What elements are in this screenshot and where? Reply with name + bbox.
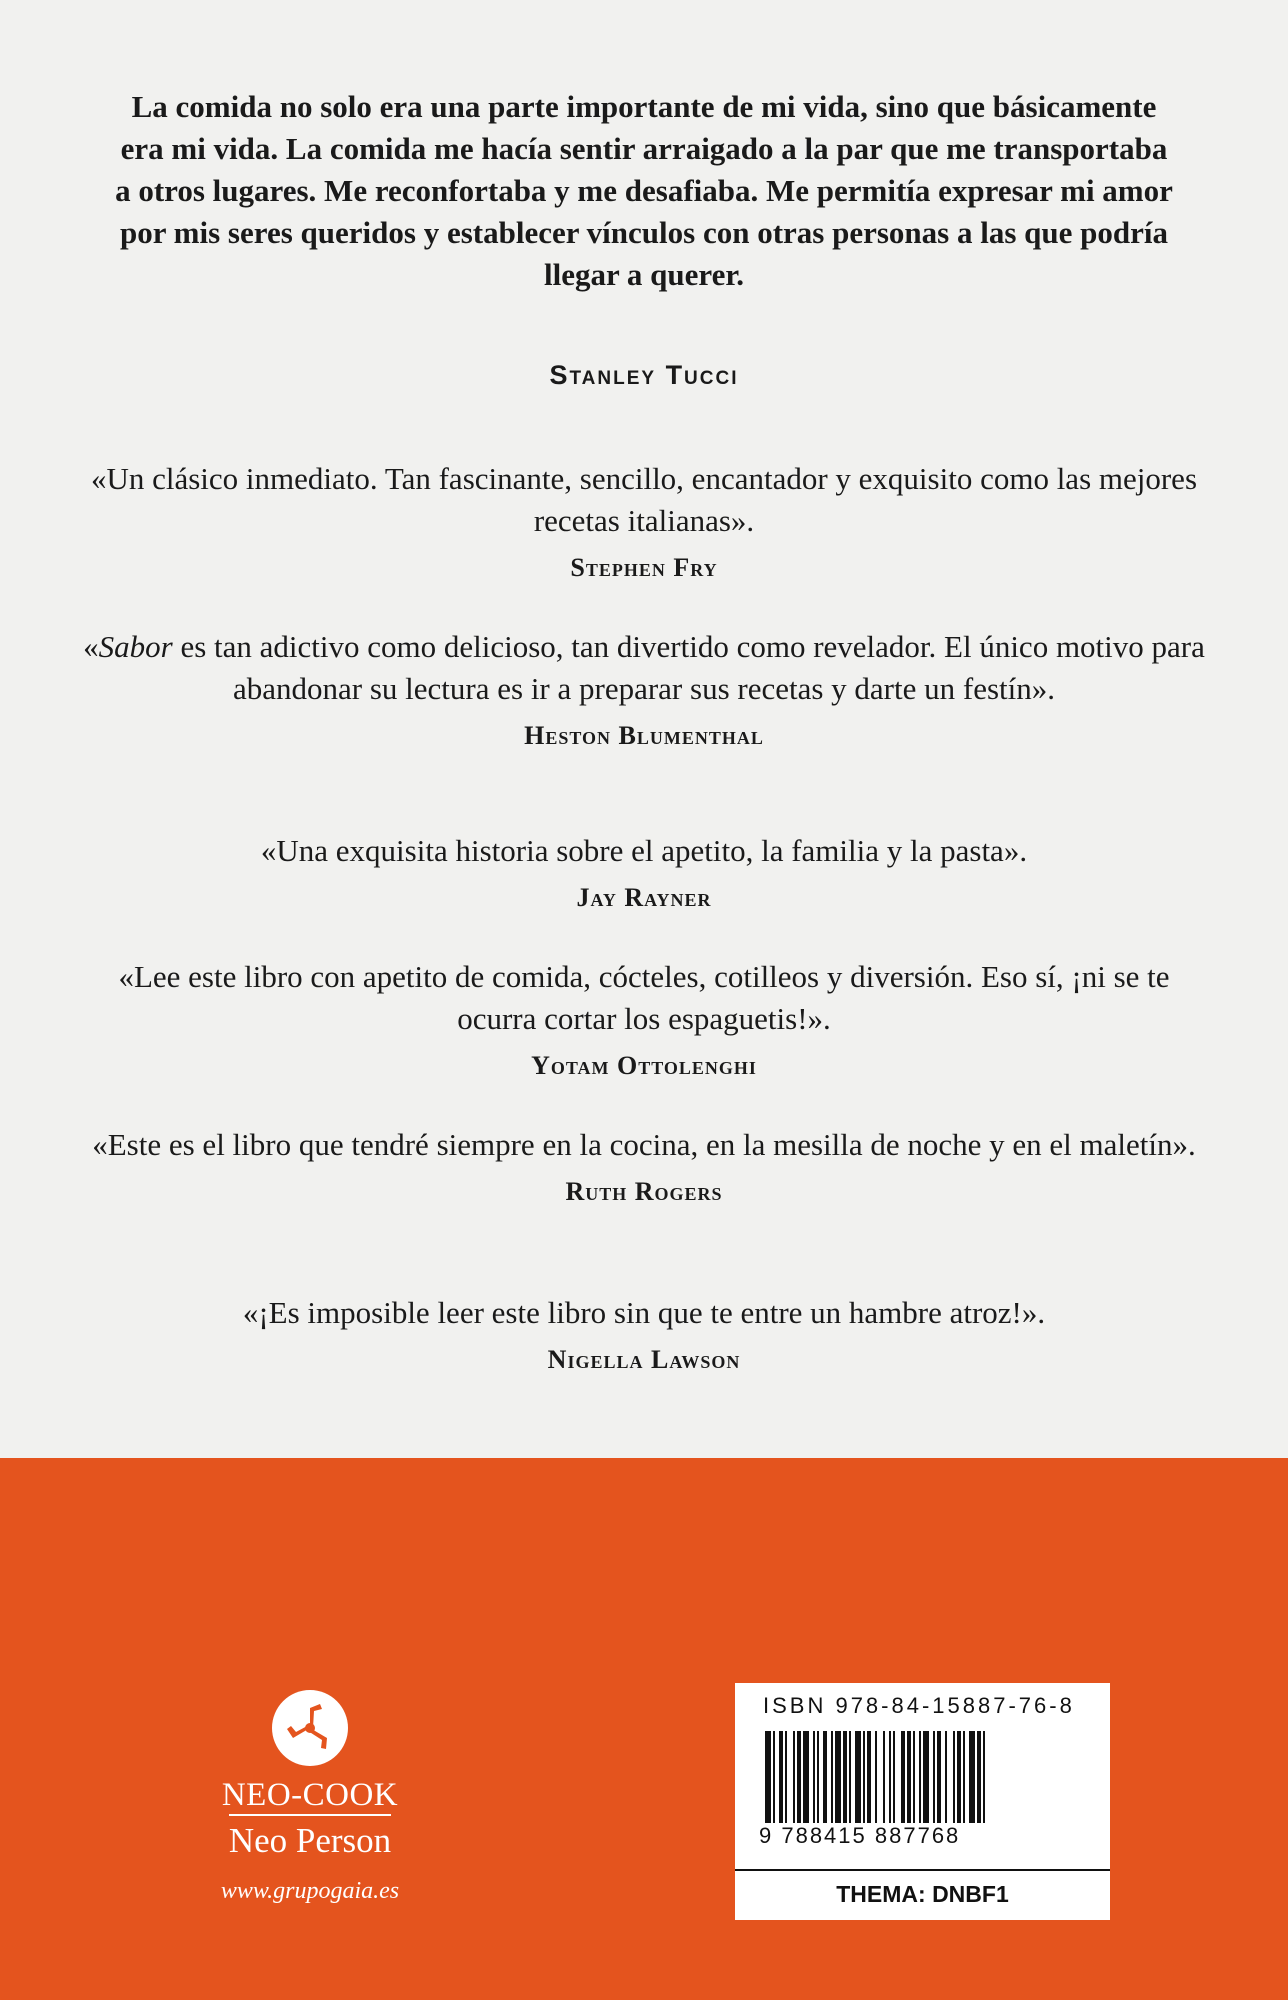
quote-block bbox=[80, 626, 1208, 758]
intro-author: Stanley Tucci bbox=[549, 360, 739, 390]
publisher-url[interactable]: www.grupogaia.es bbox=[220, 1878, 400, 1904]
quote-author: Yotam Ottolenghi bbox=[531, 1051, 757, 1080]
barcode-bar bbox=[867, 1731, 871, 1823]
barcode-bar bbox=[957, 1731, 961, 1823]
barcode-bar bbox=[913, 1731, 915, 1823]
barcode-bar bbox=[823, 1731, 827, 1823]
barcode-bar bbox=[785, 1731, 787, 1823]
barcode-bar bbox=[907, 1731, 911, 1823]
barcode-bar bbox=[797, 1731, 801, 1823]
barcode-digits: 9 788415 887768 bbox=[759, 1823, 961, 1848]
quote-text: es tan adictivo como delicioso, tan divertido como revelador. El único motivo para abandonar su lectura es ir a preparar sus recetas y darte un festín». bbox=[172, 629, 1205, 706]
barcode-bar bbox=[933, 1731, 935, 1823]
barcode-bar bbox=[923, 1731, 929, 1823]
barcode-bar bbox=[835, 1731, 841, 1823]
barcode-bar bbox=[919, 1731, 921, 1823]
barcode-bar bbox=[875, 1731, 877, 1823]
barcode-bar bbox=[977, 1731, 981, 1823]
barcode-bar bbox=[793, 1731, 795, 1823]
barcode-bar bbox=[937, 1731, 941, 1823]
barcode-bars bbox=[765, 1731, 1085, 1823]
barcode-bar bbox=[831, 1731, 833, 1823]
barcode-bar bbox=[969, 1731, 975, 1823]
barcode-bar bbox=[945, 1731, 947, 1823]
barcode-bar bbox=[953, 1731, 955, 1823]
barcode-bar bbox=[863, 1731, 865, 1823]
barcode-bar bbox=[803, 1731, 809, 1823]
quote-author: Heston Blumenthal bbox=[524, 721, 764, 750]
barcode-bar bbox=[813, 1731, 815, 1823]
quote-author: Stephen Fry bbox=[570, 553, 718, 582]
quote-block bbox=[80, 830, 1208, 920]
quote-open: « bbox=[83, 629, 99, 664]
book-title: Sabor bbox=[98, 629, 173, 664]
barcode-bar bbox=[773, 1731, 775, 1823]
barcode-bar bbox=[843, 1731, 847, 1823]
quote-block bbox=[80, 1124, 1208, 1214]
barcode-bar bbox=[963, 1731, 965, 1823]
quote-author: Ruth Rogers bbox=[565, 1177, 723, 1206]
thema-code: THEMA: DNBF1 bbox=[735, 1869, 1110, 1908]
barcode-bar bbox=[849, 1731, 851, 1823]
quote-text: «¡Es imposible leer este libro sin que te entre un hambre atroz!». bbox=[242, 1295, 1046, 1330]
quote-author: Jay Rayner bbox=[576, 883, 712, 912]
publisher-imprint: NEO-COOK bbox=[221, 1777, 399, 1813]
barcode-bar bbox=[901, 1731, 905, 1823]
quote-block bbox=[80, 1292, 1208, 1382]
isbn-label: ISBN 978-84-15887-76-8 bbox=[763, 1693, 1075, 1718]
quote-text: «Un clásico inmediato. Tan fascinante, sencillo, encantador y exquisito como las mejores recetas italianas». bbox=[90, 461, 1198, 538]
quote-text: «Lee este libro con apetito de comida, cócteles, cotilleos y diversión. Eso sí, ¡ni se te ocurra cortar los espaguetis!». bbox=[118, 959, 1170, 1036]
barcode-bar bbox=[817, 1731, 819, 1823]
barcode-bar bbox=[883, 1731, 885, 1823]
barcode-bar bbox=[889, 1731, 891, 1823]
quote-text: «Este es el libro que tendré siempre en la cocina, en la mesilla de noche y en el maletín». bbox=[92, 1127, 1196, 1162]
barcode-bar bbox=[779, 1731, 783, 1823]
quote-block bbox=[80, 458, 1208, 590]
barcode-bar bbox=[765, 1731, 771, 1823]
barcode-bar bbox=[983, 1731, 985, 1823]
quote-author: Nigella Lawson bbox=[547, 1345, 741, 1374]
barcode-bar bbox=[893, 1731, 895, 1823]
triskelion-icon bbox=[272, 1690, 348, 1766]
publisher-name: Neo Person bbox=[229, 1814, 391, 1864]
quote-text: «Una exquisita historia sobre el apetito, la familia y la pasta». bbox=[260, 833, 1028, 868]
publisher-logo bbox=[160, 1690, 460, 1905]
barcode-box bbox=[735, 1683, 1110, 1920]
intro-quote: La comida no solo era una parte importante de mi vida, sino que básicamente era mi vida. La comida me hacía sentir arraigado a la par que me transportaba a otros lugares. Me reconfortaba y me desafiaba. Me permitía expresar mi amor por mis seres queridos y establecer vínculos con otras personas a las que podría llegar a querer. bbox=[115, 89, 1173, 292]
barcode-bar bbox=[855, 1731, 861, 1823]
quote-block bbox=[80, 956, 1208, 1088]
